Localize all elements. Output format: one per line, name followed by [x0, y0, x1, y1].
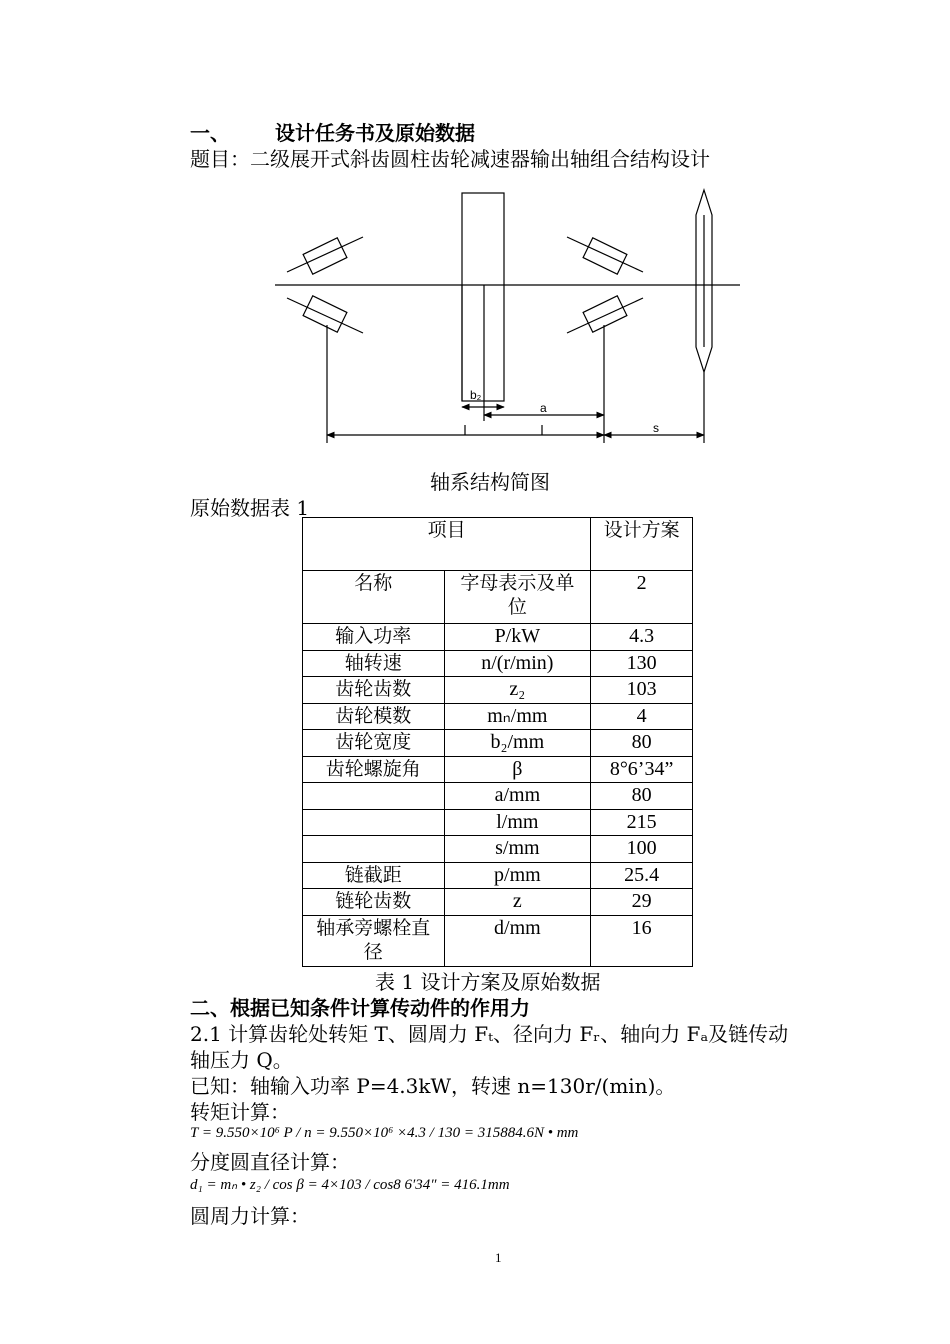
cell-value: 80: [591, 783, 693, 810]
subheader-name: 名称: [303, 571, 445, 624]
cell-name: [303, 836, 445, 863]
bearing-right-upper: [583, 238, 627, 274]
para-2-1-line2: 轴压力 Q。: [190, 1048, 293, 1072]
cell-name: 齿轮齿数: [303, 677, 445, 704]
torque-label: 转矩计算：: [190, 1100, 290, 1124]
cell-name: 链截距: [303, 862, 445, 889]
cell-value: 8°6’34”: [591, 756, 693, 783]
cell-value: 16: [591, 915, 693, 966]
torque-formula: T = 9.550×10⁶ P / n = 9.550×10⁶ ×4.3 / 130 = 315884.6N • mm: [190, 1125, 579, 1141]
section-1-heading: [190, 117, 475, 146]
cell-symbol: n/(r/min): [444, 650, 591, 677]
table-row: [303, 783, 693, 810]
cell-symbol: z: [444, 889, 591, 916]
table-header-row: [303, 518, 693, 571]
diagram-caption: 轴系结构简图: [430, 470, 550, 494]
cell-name: 齿轮螺旋角: [303, 756, 445, 783]
header-scheme: 设计方案: [591, 518, 693, 571]
table-row: [303, 730, 693, 757]
pitch-diameter-label: 分度圆直径计算：: [190, 1150, 350, 1174]
table-row: [303, 809, 693, 836]
para-2-1-line1: 2.1 计算齿轮处转矩 T、圆周力 Fₜ、径向力 Fᵣ、轴向力 Fₐ及链传动: [190, 1022, 789, 1046]
bearing-left-lower-line: [287, 298, 363, 333]
cell-symbol: d/mm: [444, 915, 591, 966]
cell-name: [303, 783, 445, 810]
page-number: 1: [495, 1250, 502, 1265]
cell-symbol: l/mm: [444, 809, 591, 836]
cell-symbol: mₙ/mm: [444, 703, 591, 730]
original-data-table: [302, 517, 693, 967]
cell-symbol: z₂: [444, 677, 591, 704]
cell-value: 103: [591, 677, 693, 704]
section-1-number: 一、: [190, 121, 230, 145]
header-item: 项目: [303, 518, 591, 571]
cell-name: 轴转速: [303, 650, 445, 677]
cell-symbol: P/kW: [444, 624, 591, 651]
cell-name: [303, 809, 445, 836]
label-s: s: [653, 421, 659, 435]
shaft-structure-diagram: [270, 185, 750, 455]
cell-name: 轴承旁螺栓直径: [303, 915, 445, 966]
table-row: [303, 862, 693, 889]
cell-value: 80: [591, 730, 693, 757]
bearing-left-upper-line: [287, 237, 363, 272]
subject-line: 题目：二级展开式斜齿圆柱齿轮减速器输出轴组合结构设计: [190, 147, 710, 171]
table-row: [303, 756, 693, 783]
bearing-left-lower: [303, 296, 347, 332]
gear-body: [462, 193, 504, 401]
bearing-right-upper-line: [567, 237, 643, 272]
cell-value: 25.4: [591, 862, 693, 889]
cell-symbol: a/mm: [444, 783, 591, 810]
cell-name: 齿轮模数: [303, 703, 445, 730]
cell-name: 齿轮宽度: [303, 730, 445, 757]
table-caption: 表 1 设计方案及原始数据: [375, 970, 601, 994]
table-row: [303, 624, 693, 651]
known-conditions: 已知：轴输入功率 P=4.3kW，转速 n=130r/(min)。: [190, 1074, 676, 1098]
bearing-right-lower-line: [567, 298, 643, 333]
bearing-right-lower: [583, 296, 627, 332]
subheader-symbol: 字母表示及单位: [444, 571, 591, 624]
cell-value: 4: [591, 703, 693, 730]
cell-value: 29: [591, 889, 693, 916]
table-row: [303, 915, 693, 966]
pitch-diameter-formula: d₁ = mₙ • z₂ / cos β = 4×103 / cos8 6′34″ = 416.1mm: [190, 1177, 510, 1193]
label-b2: b₂: [470, 388, 482, 402]
cell-symbol: p/mm: [444, 862, 591, 889]
cell-name: 链轮齿数: [303, 889, 445, 916]
cell-value: 130: [591, 650, 693, 677]
section-2-heading: 二、根据已知条件计算传动件的作用力: [190, 996, 530, 1020]
cell-value: 215: [591, 809, 693, 836]
section-1-title: 设计任务书及原始数据: [274, 121, 475, 145]
table-title: 原始数据表 1: [190, 496, 310, 520]
table-row: [303, 836, 693, 863]
table-row: [303, 677, 693, 704]
cell-symbol: β: [444, 756, 591, 783]
table-row: [303, 889, 693, 916]
tangential-force-label: 圆周力计算：: [190, 1204, 310, 1228]
table-subheader-row: [303, 571, 693, 624]
cell-value: 100: [591, 836, 693, 863]
cell-symbol: s/mm: [444, 836, 591, 863]
table-row: [303, 650, 693, 677]
cell-symbol: b₂/mm: [444, 730, 591, 757]
table-row: [303, 703, 693, 730]
label-a: a: [540, 401, 547, 415]
cell-name: 输入功率: [303, 624, 445, 651]
cell-value: 4.3: [591, 624, 693, 651]
subheader-scheme-no: 2: [591, 571, 693, 624]
bearing-left-upper: [303, 238, 347, 274]
